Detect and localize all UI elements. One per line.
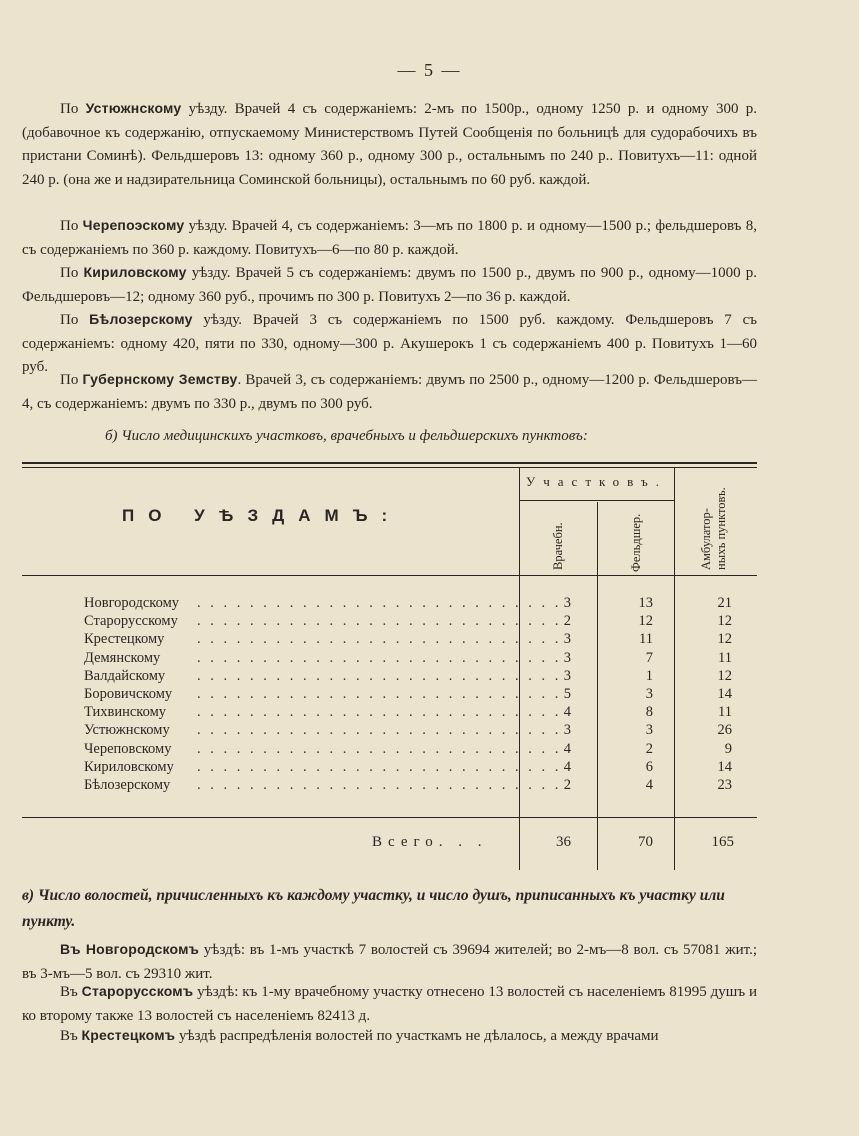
feldshers-cell: 6 <box>645 758 653 775</box>
leader-dots: . . . . . . . . . . . . . . . . . . . . . . . . . . . . <box>197 631 562 648</box>
feldshers-cell: 2 <box>645 740 653 757</box>
paragraph-novgorod: Въ Новгородскомъ уѣздѣ: въ 1-мъ участкѣ 7 волостей съ 39694 жителей; во 2-мъ—8 вол. съ 57081 жит.; въ 3-мъ—5 вол. съ 29310 жит. <box>22 941 757 982</box>
doctors-cell: 3 <box>563 595 571 611</box>
doctors-cell: 4 <box>563 740 571 757</box>
table-row <box>22 668 757 686</box>
district-cell: Устюжнскому <box>84 722 170 739</box>
doctors-cell: 3 <box>563 722 571 739</box>
district-cell: Валдайскому <box>84 667 166 684</box>
table-row <box>22 686 757 704</box>
section-v-heading: в) Число волостей, причисленныхъ къ каждому участку, и число душъ, приписанныхъ къ участку или пункту. <box>22 887 725 930</box>
total-feldshers: 70 <box>638 834 653 850</box>
district-cell: Демянскому <box>84 649 161 666</box>
table-row <box>22 722 757 740</box>
total-rule <box>22 817 757 818</box>
table-rule <box>22 462 757 464</box>
district-cell: Череповскому <box>84 740 172 757</box>
district-name: Въ Новгородскомъ <box>60 941 200 957</box>
paragraph-cherepovets: По Черепоэскому уѣзду. Врачей 4, съ содержаніемъ: 3—мъ по 1800 р. и одному—1500 р.; фельдшеровъ 8, съ содержаніемъ по 360 р. каждому. Повитухъ—6—по 80 р. каждой. <box>22 217 757 258</box>
table-rule <box>22 467 757 468</box>
feldshers-cell: 1 <box>645 667 653 684</box>
table-row <box>22 759 757 777</box>
table-row <box>22 704 757 722</box>
doctors-cell: 2 <box>563 777 571 793</box>
header-rule <box>22 575 757 576</box>
ambulatory-cell: 21 <box>717 595 732 611</box>
col-header-feldshers: Фельдшер. <box>629 513 643 572</box>
page-number: — 5 — <box>397 60 462 80</box>
leader-dots: . . . . . . . . . . . . . . . . . . . . . . . . . . . . <box>197 722 562 739</box>
paragraph-gubernia: По Губернскому Земству. Врачей 3, съ содержаніемъ: двумъ по 2500 р., одному—1200 р. Фельдшеровъ—4, съ содержаніемъ: двумъ по 330 р., двумъ по 300 руб. <box>22 371 757 412</box>
district-name: Черепоэскому <box>82 217 185 233</box>
district-name: Старорусскомъ <box>81 983 194 999</box>
paragraph-staraya-russa: Въ Старорусскомъ уѣздѣ: къ 1-му врачебному участку отнесено 13 волостей съ населеніемъ 81995 душъ и ко второму также 13 волостей съ населеніемъ 82413 д. <box>22 983 758 1024</box>
doctors-cell: 4 <box>563 758 571 775</box>
section-b-heading: б) Число медицинскихъ участковъ, врачебныхъ и фельдшерскихъ пунктовъ: <box>105 428 588 444</box>
ambulatory-cell: 12 <box>717 613 732 630</box>
paragraph-krestsy: Въ Крестецкомъ уѣздѣ распредѣленія волостей по участкамъ не дѣлалось, а между врачами <box>60 1027 659 1044</box>
district-name: Губернскому Земству <box>82 371 238 387</box>
doctors-cell: 2 <box>563 613 571 630</box>
ambulatory-cell: 12 <box>717 631 732 648</box>
feldshers-cell: 11 <box>639 631 653 648</box>
leader-dots: . . . . . . . . . . . . . . . . . . . . . . . . . . . . <box>197 595 562 611</box>
district-cell: Кириловскому <box>84 758 174 775</box>
table-row <box>22 650 757 668</box>
feldshers-cell: 13 <box>638 595 653 611</box>
ambulatory-cell: 14 <box>717 686 732 702</box>
district-name: Устюжнскому <box>85 100 182 116</box>
paragraph-ustyuzhna: По Устюжнскому уѣзду. Врачей 4 съ содержаніемъ: 2-мъ по 1500р., одному 1250 р. и одному 300 р. (добавочное къ содержанію, отпускаемому Министерствомъ Путей Сообщенія по больницѣ для судорабочихъ въ пристани Соминѣ). Фельдшеровъ 13: одному 360 р., одному 300 р., остальнымъ по 240 р.. Повитухъ—11: одной 240 р. (она же и надзирательница Соминской больницы), остальнымъ по 60 руб. каждой. <box>22 100 757 188</box>
table-row <box>22 741 757 759</box>
group-header: Участковъ. <box>526 474 667 489</box>
col-header-ambulatory: Амбулатор- ныхъ пунктовъ. <box>699 487 728 570</box>
col-header-doctors: Врачебн. <box>551 522 565 570</box>
feldshers-cell: 4 <box>645 777 653 793</box>
district-name: Крестецкомъ <box>81 1027 176 1043</box>
doctors-cell: 3 <box>563 631 571 648</box>
table-row <box>22 595 757 613</box>
feldshers-cell: 7 <box>645 649 653 666</box>
header-sub-rule <box>519 500 674 501</box>
feldshers-cell: 8 <box>645 704 653 721</box>
feldshers-cell: 3 <box>645 722 653 739</box>
total-label: Всего. . . <box>372 834 488 850</box>
ambulatory-cell: 14 <box>717 758 732 775</box>
ambulatory-cell: 11 <box>718 649 732 666</box>
total-ambulatory: 165 <box>711 834 734 850</box>
ambulatory-cell: 11 <box>718 704 732 721</box>
feldshers-cell: 3 <box>645 686 653 702</box>
total-doctors: 36 <box>556 834 571 850</box>
paragraph-belozersk: По Бѣлозерскому уѣзду. Врачей 3 съ содержаніемъ по 1500 руб. каждому. Фельдшеровъ 7 съ содержаніемъ: одному 420, пяти по 330, одному—300 р. Акушерокъ 1 съ содержаніемъ 400 р. Повитухъ 1—60 руб. <box>22 311 757 375</box>
ambulatory-cell: 26 <box>717 722 732 739</box>
doctors-cell: 5 <box>563 686 571 702</box>
leader-dots: . . . . . . . . . . . . . . . . . . . . . . . . . . . . <box>197 758 562 775</box>
feldshers-cell: 12 <box>638 613 653 630</box>
doctors-cell: 3 <box>563 649 571 666</box>
leader-dots: . . . . . . . . . . . . . . . . . . . . . . . . . . . . <box>197 686 562 702</box>
ambulatory-cell: 9 <box>724 740 732 757</box>
leader-dots: . . . . . . . . . . . . . . . . . . . . . . . . . . . . <box>197 740 562 757</box>
district-cell: Старорусскому <box>84 613 178 630</box>
district-cell: Новгородскому <box>84 595 180 611</box>
table-row <box>22 777 757 795</box>
district-cell: Боровичскому <box>84 686 173 702</box>
district-name: Кириловскому <box>83 264 187 280</box>
districts-table <box>22 462 757 870</box>
leader-dots: . . . . . . . . . . . . . . . . . . . . . . . . . . . . <box>197 649 562 666</box>
district-cell: Крестецкому <box>84 631 165 648</box>
ambulatory-cell: 12 <box>717 667 732 684</box>
doctors-cell: 3 <box>563 667 571 684</box>
leader-dots: . . . . . . . . . . . . . . . . . . . . . . . . . . . . <box>197 704 562 721</box>
main-header: ПО УѢЗДАМЪ: <box>122 506 402 525</box>
table-row <box>22 631 757 649</box>
district-cell: Бѣлозерскому <box>84 777 171 793</box>
district-name: Бѣлозерскому <box>89 311 193 327</box>
table-row <box>22 613 757 631</box>
leader-dots: . . . . . . . . . . . . . . . . . . . . . . . . . . . . <box>197 667 562 684</box>
paragraph-kirillov: По Кириловскому уѣзду. Врачей 5 съ содержаніемъ: двумъ по 1500 р., двумъ по 900 р., одному—1000 р. Фельдшеровъ—12; одному 360 руб., прочимъ по 300 р. Повитухъ 2—по 36 р. каждой. <box>22 264 757 305</box>
leader-dots: . . . . . . . . . . . . . . . . . . . . . . . . . . . . <box>197 613 562 630</box>
district-cell: Тихвинскому <box>84 704 167 721</box>
ambulatory-cell: 23 <box>717 777 732 793</box>
doctors-cell: 4 <box>563 704 571 721</box>
leader-dots: . . . . . . . . . . . . . . . . . . . . . . . . . . . . <box>197 777 562 793</box>
